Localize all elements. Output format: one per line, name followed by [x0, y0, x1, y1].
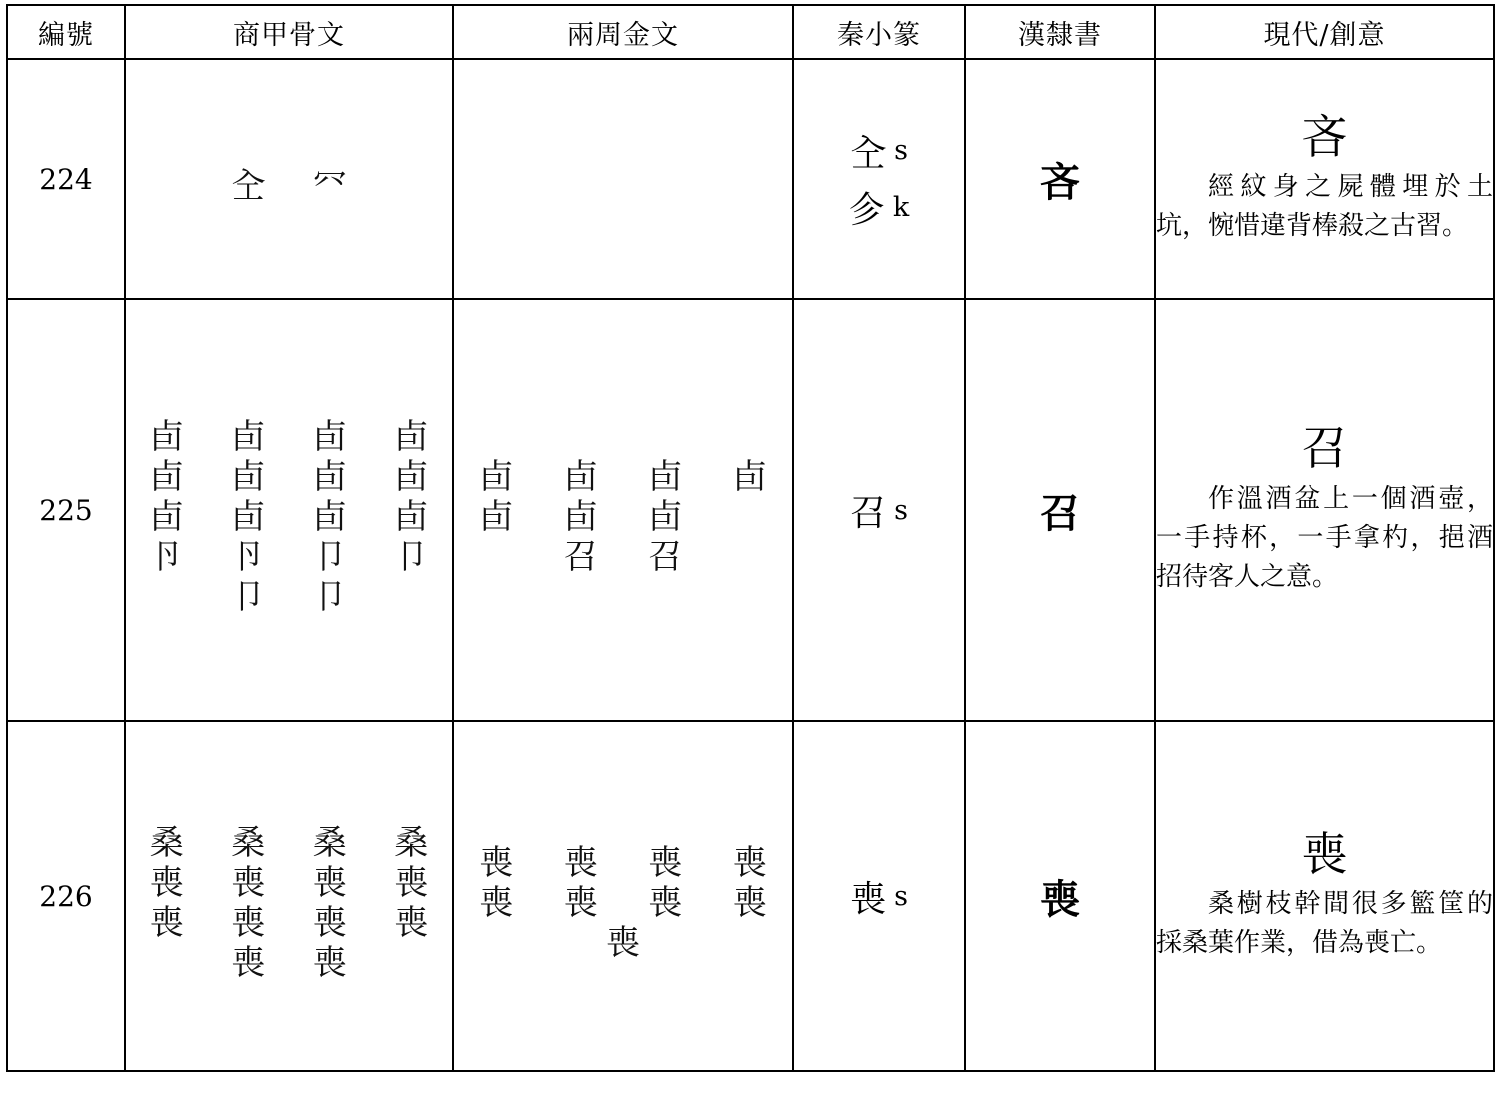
glyph: 喪: [606, 923, 640, 964]
glyph: 卣: [312, 496, 347, 537]
glyph: 卣: [394, 416, 429, 457]
bronze-script-glyphs: [453, 721, 793, 1071]
modern-description: 桑樹枝幹間很多籃筐的採桑葉作業，借為喪亡。: [1156, 889, 1493, 959]
table-header-row: [7, 5, 1494, 59]
glyph: 卩: [394, 537, 429, 578]
glyph: 喪: [394, 903, 429, 943]
oracle-bone-glyphs: [125, 299, 453, 721]
glyph: 桑: [149, 822, 184, 863]
glyph: 喪: [312, 943, 347, 984]
glyph: 卩: [231, 577, 266, 618]
glyph: 召: [563, 537, 598, 578]
glyph: 喪: [394, 862, 429, 903]
document-page: [0, 4, 1495, 1110]
column-header-oracle-bone: 商甲骨文: [125, 5, 453, 59]
seal-variant: [849, 182, 909, 233]
glyph-grid: [126, 152, 452, 206]
glyph: 喪: [479, 882, 514, 923]
seal-variant: [850, 871, 908, 922]
bronze-script-glyphs: [453, 299, 793, 721]
glyph: 卩: [312, 577, 347, 618]
column-header-number: 編號: [7, 5, 125, 59]
clerical-script-cell: [965, 59, 1155, 299]
modern-character: 吝: [1301, 109, 1348, 164]
oracle-bone-glyphs: [125, 721, 453, 1071]
glyph: 卣: [149, 416, 184, 457]
glyph: 卩: [312, 537, 347, 578]
clerical-glyph: 喪: [1040, 875, 1080, 923]
glyph: 喪: [732, 882, 767, 923]
clerical-glyph: 吝: [1040, 158, 1080, 206]
seal-variant: [850, 485, 908, 536]
oracle-bone-glyphs: [125, 59, 453, 299]
entry-number: 224: [7, 59, 125, 299]
column-header-seal-script: 秦小篆: [793, 5, 965, 59]
entry-number: 225: [7, 299, 125, 721]
glyph: 卣: [394, 496, 429, 537]
glyph-grid: [454, 172, 792, 186]
seal-tag: k: [892, 192, 910, 223]
glyph: 桑: [394, 822, 429, 863]
seal-script-cell: [793, 299, 965, 721]
clerical-script-cell: [965, 721, 1155, 1071]
glyph: 卪: [231, 537, 266, 578]
glyph: 桑: [231, 822, 266, 863]
glyph: 卪: [149, 537, 184, 578]
glyph: 卣: [648, 456, 683, 497]
glyph: 喪: [563, 882, 598, 923]
glyph: 喪: [563, 842, 598, 883]
glyph: 喪: [149, 862, 184, 903]
glyph: 卣: [479, 496, 514, 537]
column-header-modern: 現代/創意: [1155, 5, 1494, 59]
modern-character: 召: [1301, 421, 1348, 476]
glyph: [708, 497, 793, 537]
glyph: 卣: [312, 456, 347, 497]
glyph: 喪: [312, 903, 347, 943]
bronze-script-glyphs: [453, 59, 793, 299]
clerical-script-cell: [965, 299, 1155, 721]
glyph: 卣: [231, 456, 266, 497]
glyph-grid: [126, 809, 452, 983]
seal-variants: [794, 117, 964, 241]
glyph: 㓁: [312, 165, 347, 206]
seal-glyph: 喪: [850, 878, 887, 920]
modern-description: 作溫酒盆上一個酒壺，一手持杯，一手拿杓，挹酒招待客人之意。: [1156, 483, 1493, 592]
modern-cell: [1155, 299, 1494, 721]
column-header-bronze-script: 兩周金文: [453, 5, 793, 59]
glyph: 喪: [149, 903, 184, 943]
glyph: 卣: [563, 496, 598, 537]
seal-script-cell: [793, 721, 965, 1071]
glyph: 喪: [479, 842, 514, 883]
glyph: 卣: [563, 456, 598, 497]
glyph: 卣: [149, 456, 184, 497]
table-row: [7, 721, 1494, 1071]
seal-tag: s: [894, 494, 908, 526]
glyph: 桑: [312, 822, 347, 863]
modern-cell: [1155, 721, 1494, 1071]
modern-cell: [1155, 59, 1494, 299]
seal-tag: s: [894, 135, 908, 166]
glyph-grid: [454, 829, 792, 963]
glyph: 喪: [231, 943, 266, 984]
glyph: 㒰: [231, 165, 266, 206]
seal-tag: s: [894, 880, 908, 912]
glyph: 卣: [312, 416, 347, 457]
glyph-grid: [454, 443, 792, 577]
glyph: 卣: [149, 496, 184, 537]
glyph: 喪: [312, 862, 347, 903]
glyph: 卣: [394, 456, 429, 497]
glyph: 喪: [648, 842, 683, 883]
seal-glyph: 㒰: [850, 133, 887, 174]
table-row: [7, 299, 1494, 721]
glyph: 召: [648, 537, 683, 578]
glyph: 卣: [479, 456, 514, 497]
glyph: 喪: [732, 842, 767, 883]
column-header-clerical-script: 漢隸書: [965, 5, 1155, 59]
entry-number: 226: [7, 721, 125, 1071]
glyph: 卣: [231, 416, 266, 457]
glyph: 喪: [648, 882, 683, 923]
glyph-grid: [126, 403, 452, 618]
seal-variants: [794, 863, 964, 930]
seal-variants: [794, 477, 964, 544]
glyph: 卣: [231, 496, 266, 537]
seal-glyph: 㐱: [848, 190, 885, 231]
glyph: 卣: [648, 496, 683, 537]
chinese-character-evolution-table: [6, 4, 1495, 1072]
seal-script-cell: [793, 59, 965, 299]
glyph: 喪: [231, 903, 266, 943]
clerical-glyph: 召: [1040, 489, 1080, 537]
seal-glyph: 召: [850, 492, 887, 534]
modern-description: 經紋身之屍體埋於土坑，惋惜違背棒殺之古習。: [1156, 172, 1493, 242]
glyph: 卣: [732, 456, 767, 497]
table-row: [7, 59, 1494, 299]
seal-variant: [850, 125, 908, 176]
glyph: 喪: [231, 862, 266, 903]
modern-character: 喪: [1301, 826, 1348, 881]
